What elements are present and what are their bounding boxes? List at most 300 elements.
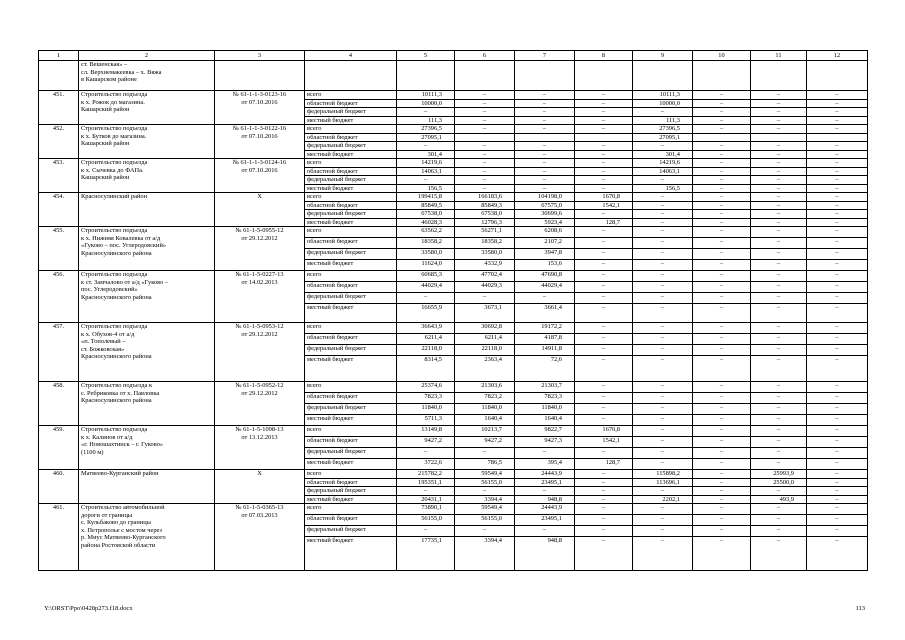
- amount-cell: –: [575, 125, 633, 134]
- amount-cell: 73890,1: [397, 504, 455, 515]
- amount-cell: 14063,1: [633, 167, 693, 176]
- amount-cell: –: [751, 176, 807, 185]
- amount-cell: –: [751, 142, 807, 151]
- amount-cell: [515, 133, 575, 142]
- amount-cell: –: [751, 99, 807, 108]
- amount-cell: 14063,1: [397, 167, 455, 176]
- amount-cell: –: [807, 282, 868, 293]
- funding-source: местный бюджет: [305, 537, 397, 571]
- amount-cell: 19172,2: [515, 323, 575, 334]
- empty-cell: [397, 61, 455, 91]
- amount-cell: –: [575, 382, 633, 393]
- column-number: 8: [575, 51, 633, 61]
- amount-cell: –: [751, 437, 807, 448]
- amount-cell: 195351,1: [397, 478, 455, 487]
- amount-cell: –: [693, 193, 751, 202]
- amount-cell: 9427,3: [515, 437, 575, 448]
- amount-cell: 1670,8: [575, 193, 633, 202]
- amount-cell: –: [807, 334, 868, 345]
- amount-cell: –: [693, 415, 751, 426]
- amount-cell: –: [751, 293, 807, 304]
- project-name: Матвеево-Курганский район: [79, 470, 215, 504]
- empty-cell: [751, 61, 807, 91]
- funding-source: областной бюджет: [305, 167, 397, 176]
- amount-cell: 21303,6: [455, 382, 515, 393]
- column-number-row: [39, 51, 868, 61]
- amount-cell: –: [751, 260, 807, 271]
- amount-cell: –: [633, 515, 693, 526]
- amount-cell: –: [807, 99, 868, 108]
- amount-cell: –: [575, 167, 633, 176]
- amount-cell: –: [455, 487, 515, 496]
- amount-cell: –: [693, 487, 751, 496]
- amount-cell: –: [633, 304, 693, 323]
- amount-cell: 20431,1: [397, 495, 455, 504]
- amount-cell: –: [751, 526, 807, 537]
- amount-cell: –: [515, 142, 575, 151]
- document-ref: № 61-1-1-3-0123-16 от 07.10.2016: [215, 91, 305, 125]
- amount-cell: 1542,1: [575, 437, 633, 448]
- amount-cell: –: [633, 249, 693, 260]
- column-number: 2: [79, 51, 215, 61]
- amount-cell: 14911,8: [515, 345, 575, 356]
- amount-cell: –: [693, 227, 751, 238]
- amount-cell: 3673,1: [455, 304, 515, 323]
- document-ref: Х: [215, 470, 305, 504]
- amount-cell: –: [693, 404, 751, 415]
- table-row: [39, 91, 868, 100]
- amount-cell: –: [751, 282, 807, 293]
- funding-source: федеральный бюджет: [305, 176, 397, 185]
- amount-cell: –: [751, 459, 807, 470]
- amount-cell: 30692,8: [455, 323, 515, 334]
- amount-cell: –: [633, 345, 693, 356]
- amount-cell: 10111,3: [633, 91, 693, 100]
- amount-cell: –: [693, 323, 751, 334]
- amount-cell: 46028,3: [397, 218, 455, 227]
- project-name: Строительство подъезда к х. Рожок до магазина. Кашарский район: [79, 91, 215, 125]
- amount-cell: –: [807, 504, 868, 515]
- amount-cell: 33580,0: [397, 249, 455, 260]
- amount-cell: –: [807, 227, 868, 238]
- amount-cell: 10000,0: [633, 99, 693, 108]
- amount-cell: –: [807, 176, 868, 185]
- funding-source: федеральный бюджет: [305, 210, 397, 219]
- empty-cell: [455, 61, 515, 91]
- funding-source: местный бюджет: [305, 184, 397, 193]
- funding-source: местный бюджет: [305, 304, 397, 323]
- amount-cell: –: [455, 99, 515, 108]
- amount-cell: 301,4: [397, 150, 455, 159]
- amount-cell: –: [515, 448, 575, 459]
- amount-cell: –: [575, 271, 633, 282]
- funding-source: федеральный бюджет: [305, 404, 397, 415]
- amount-cell: 153,6: [515, 260, 575, 271]
- amount-cell: 3947,8: [515, 249, 575, 260]
- amount-cell: –: [807, 437, 868, 448]
- amount-cell: 17735,1: [397, 537, 455, 571]
- document-ref: № 61-1-5-1098-13 от 13.12.2013: [215, 426, 305, 470]
- amount-cell: 22118,0: [397, 345, 455, 356]
- amount-cell: –: [515, 150, 575, 159]
- amount-cell: 9822,7: [515, 426, 575, 437]
- amount-cell: –: [693, 537, 751, 571]
- amount-cell: –: [807, 150, 868, 159]
- column-number: 9: [633, 51, 693, 61]
- amount-cell: –: [515, 125, 575, 134]
- amount-cell: –: [575, 159, 633, 168]
- amount-cell: –: [455, 159, 515, 168]
- amount-cell: –: [633, 459, 693, 470]
- amount-cell: 11840,0: [455, 404, 515, 415]
- amount-cell: [751, 133, 807, 142]
- amount-cell: –: [455, 150, 515, 159]
- table-row: [39, 159, 868, 168]
- amount-cell: –: [693, 249, 751, 260]
- amount-cell: –: [693, 526, 751, 537]
- funding-source: федеральный бюджет: [305, 142, 397, 151]
- amount-cell: 18358,2: [397, 238, 455, 249]
- table-row: [39, 323, 868, 334]
- amount-cell: –: [751, 356, 807, 382]
- amount-cell: –: [807, 293, 868, 304]
- empty-cell: [215, 61, 305, 91]
- amount-cell: 23495,1: [515, 515, 575, 526]
- amount-cell: 72,6: [515, 356, 575, 382]
- project-name: Строительство подъезда к х. Бутков до магазина. Кашарский район: [79, 125, 215, 159]
- amount-cell: –: [807, 218, 868, 227]
- amount-cell: [575, 133, 633, 142]
- amount-cell: –: [633, 415, 693, 426]
- amount-cell: –: [751, 159, 807, 168]
- amount-cell: –: [751, 448, 807, 459]
- amount-cell: –: [575, 515, 633, 526]
- page-number: 113: [855, 605, 865, 612]
- amount-cell: 2107,2: [515, 238, 575, 249]
- amount-cell: –: [575, 260, 633, 271]
- item-number: 456.: [39, 271, 79, 323]
- project-name: Строительство подъезда к х. Нижняя Ковалевка от а/д «Гуково – пос. Углеродовский» Красносулинского района: [79, 227, 215, 271]
- funding-source: всего: [305, 227, 397, 238]
- funding-source: областной бюджет: [305, 478, 397, 487]
- amount-cell: –: [575, 345, 633, 356]
- amount-cell: –: [807, 515, 868, 526]
- amount-cell: –: [751, 426, 807, 437]
- amount-cell: 948,8: [515, 537, 575, 571]
- table-row: [39, 382, 868, 393]
- amount-cell: –: [455, 116, 515, 125]
- amount-cell: –: [575, 323, 633, 334]
- continuation-row: [39, 61, 868, 91]
- amount-cell: –: [751, 515, 807, 526]
- funding-source: местный бюджет: [305, 356, 397, 382]
- amount-cell: –: [693, 116, 751, 125]
- document-ref: № 61-1-1-3-0124-16 от 07.10.2016: [215, 159, 305, 193]
- amount-cell: –: [633, 504, 693, 515]
- amount-cell: –: [693, 142, 751, 151]
- amount-cell: –: [633, 260, 693, 271]
- amount-cell: 44029,4: [397, 282, 455, 293]
- amount-cell: –: [693, 293, 751, 304]
- amount-cell: –: [397, 176, 455, 185]
- amount-cell: 56155,0: [397, 515, 455, 526]
- project-name: Строительство подъезда к ст. Замчалово от а/д «Гуково – пос. Углеродовский» Красносулинского района: [79, 271, 215, 323]
- amount-cell: 25500,0: [751, 478, 807, 487]
- amount-cell: –: [693, 437, 751, 448]
- amount-cell: 44029,4: [515, 282, 575, 293]
- document-ref: № 61-1-5-0365-13 от 07.03.2013: [215, 504, 305, 571]
- item-number: 458.: [39, 382, 79, 426]
- amount-cell: –: [807, 345, 868, 356]
- amount-cell: –: [455, 176, 515, 185]
- amount-cell: –: [751, 304, 807, 323]
- amount-cell: 395,4: [515, 459, 575, 470]
- funding-source: всего: [305, 271, 397, 282]
- funding-source: местный бюджет: [305, 495, 397, 504]
- amount-cell: 5923,4: [515, 218, 575, 227]
- amount-cell: 85849,5: [397, 201, 455, 210]
- amount-cell: –: [751, 537, 807, 571]
- amount-cell: 30699,6: [515, 210, 575, 219]
- funding-source: федеральный бюджет: [305, 249, 397, 260]
- funding-source: областной бюджет: [305, 437, 397, 448]
- amount-cell: –: [807, 159, 868, 168]
- amount-cell: –: [633, 526, 693, 537]
- amount-cell: –: [575, 99, 633, 108]
- amount-cell: –: [693, 150, 751, 159]
- amount-cell: –: [455, 167, 515, 176]
- table-row: [39, 227, 868, 238]
- funding-source: федеральный бюджет: [305, 487, 397, 496]
- funding-source: местный бюджет: [305, 260, 397, 271]
- project-name: Строительство подъезда к х. Обухов-4 от а/д «п. Тополевый – ст. Божковская» Красносулинского района: [79, 323, 215, 382]
- amount-cell: –: [633, 176, 693, 185]
- amount-cell: 156,5: [397, 184, 455, 193]
- amount-cell: –: [807, 184, 868, 193]
- empty-cell: [633, 61, 693, 91]
- amount-cell: 56155,0: [455, 515, 515, 526]
- column-number: 3: [215, 51, 305, 61]
- amount-cell: 12796,3: [455, 218, 515, 227]
- amount-cell: –: [515, 99, 575, 108]
- amount-cell: –: [751, 116, 807, 125]
- funding-source: федеральный бюджет: [305, 448, 397, 459]
- amount-cell: 24443,9: [515, 504, 575, 515]
- amount-cell: –: [693, 159, 751, 168]
- amount-cell: 113696,1: [633, 478, 693, 487]
- amount-cell: –: [751, 227, 807, 238]
- amount-cell: –: [575, 415, 633, 426]
- amount-cell: –: [807, 448, 868, 459]
- item-number: 455.: [39, 227, 79, 271]
- amount-cell: –: [751, 150, 807, 159]
- document-ref: № 61-1-5-0955-12 от 29.12.2012: [215, 227, 305, 271]
- column-number: 6: [455, 51, 515, 61]
- amount-cell: –: [751, 193, 807, 202]
- amount-cell: 115898,2: [633, 470, 693, 479]
- amount-cell: –: [575, 448, 633, 459]
- amount-cell: –: [575, 470, 633, 479]
- amount-cell: [807, 133, 868, 142]
- amount-cell: –: [575, 227, 633, 238]
- amount-cell: –: [751, 249, 807, 260]
- amount-cell: –: [807, 271, 868, 282]
- document-ref: № 61-1-5-0952-12 от 29.12.2012: [215, 382, 305, 426]
- amount-cell: –: [693, 426, 751, 437]
- amount-cell: 2363,4: [455, 356, 515, 382]
- amount-cell: –: [515, 293, 575, 304]
- amount-cell: –: [515, 487, 575, 496]
- amount-cell: –: [575, 478, 633, 487]
- funding-source: областной бюджет: [305, 515, 397, 526]
- project-name: Строительство подъезда к с. Ребриковка от х. Павловка Красносулинского района: [79, 382, 215, 426]
- amount-cell: –: [455, 526, 515, 537]
- amount-cell: –: [751, 210, 807, 219]
- amount-cell: 60685,3: [397, 271, 455, 282]
- funding-source: местный бюджет: [305, 415, 397, 426]
- amount-cell: –: [575, 356, 633, 382]
- amount-cell: 111,3: [633, 116, 693, 125]
- funding-source: областной бюджет: [305, 282, 397, 293]
- table-row: [39, 470, 868, 479]
- amount-cell: –: [693, 167, 751, 176]
- amount-cell: –: [633, 193, 693, 202]
- amount-cell: –: [633, 238, 693, 249]
- amount-cell: –: [751, 404, 807, 415]
- funding-source: всего: [305, 323, 397, 334]
- amount-cell: 67538,0: [397, 210, 455, 219]
- amount-cell: 9427,2: [397, 437, 455, 448]
- amount-cell: 2202,1: [633, 495, 693, 504]
- amount-cell: –: [693, 304, 751, 323]
- column-number: 4: [305, 51, 397, 61]
- amount-cell: 5711,3: [397, 415, 455, 426]
- amount-cell: –: [575, 176, 633, 185]
- amount-cell: –: [515, 526, 575, 537]
- amount-cell: –: [397, 142, 455, 151]
- amount-cell: –: [807, 167, 868, 176]
- amount-cell: 59549,4: [455, 504, 515, 515]
- amount-cell: –: [633, 323, 693, 334]
- amount-cell: –: [807, 415, 868, 426]
- amount-cell: 25374,6: [397, 382, 455, 393]
- amount-cell: –: [693, 515, 751, 526]
- amount-cell: –: [515, 91, 575, 100]
- amount-cell: –: [693, 99, 751, 108]
- amount-cell: 8314,5: [397, 356, 455, 382]
- amount-cell: –: [455, 142, 515, 151]
- continuation-num-cell: [39, 61, 79, 91]
- amount-cell: –: [397, 108, 455, 117]
- empty-cell: [575, 61, 633, 91]
- amount-cell: –: [575, 282, 633, 293]
- amount-cell: 11840,0: [397, 404, 455, 415]
- amount-cell: –: [693, 271, 751, 282]
- amount-cell: –: [633, 393, 693, 404]
- amount-cell: –: [693, 459, 751, 470]
- amount-cell: –: [455, 125, 515, 134]
- amount-cell: 27095,1: [397, 133, 455, 142]
- amount-cell: 156,5: [633, 184, 693, 193]
- item-number: 459.: [39, 426, 79, 470]
- amount-cell: –: [575, 393, 633, 404]
- amount-cell: –: [633, 227, 693, 238]
- amount-cell: –: [751, 125, 807, 134]
- amount-cell: 63562,2: [397, 227, 455, 238]
- table-row: [39, 504, 868, 515]
- amount-cell: 14219,6: [633, 159, 693, 168]
- amount-cell: –: [751, 345, 807, 356]
- funding-source: областной бюджет: [305, 99, 397, 108]
- amount-cell: –: [515, 116, 575, 125]
- amount-cell: –: [397, 487, 455, 496]
- amount-cell: –: [807, 382, 868, 393]
- amount-cell: –: [693, 260, 751, 271]
- document-ref: № 61-1-5-0953-12 от 29.12.2012: [215, 323, 305, 382]
- amount-cell: –: [751, 108, 807, 117]
- amount-cell: –: [751, 167, 807, 176]
- amount-cell: –: [807, 323, 868, 334]
- amount-cell: 3394,4: [455, 495, 515, 504]
- amount-cell: –: [693, 334, 751, 345]
- funding-source: областной бюджет: [305, 133, 397, 142]
- amount-cell: 13149,8: [397, 426, 455, 437]
- amount-cell: 27095,1: [633, 133, 693, 142]
- amount-cell: –: [633, 108, 693, 117]
- document-ref: Х: [215, 193, 305, 227]
- amount-cell: –: [575, 210, 633, 219]
- amount-cell: 3661,4: [515, 304, 575, 323]
- amount-cell: –: [575, 526, 633, 537]
- amount-cell: 3722,6: [397, 459, 455, 470]
- amount-cell: 10213,7: [455, 426, 515, 437]
- amount-cell: 56155,0: [455, 478, 515, 487]
- amount-cell: 128,7: [575, 459, 633, 470]
- project-name: Красносулинский район: [79, 193, 215, 227]
- amount-cell: –: [633, 218, 693, 227]
- amount-cell: –: [693, 382, 751, 393]
- amount-cell: 25993,9: [751, 470, 807, 479]
- amount-cell: –: [751, 334, 807, 345]
- amount-cell: –: [633, 293, 693, 304]
- amount-cell: 11840,0: [515, 404, 575, 415]
- continuation-name: ст. Вешенская» – сл. Верхнемакеевка – х. Вяжа в Кашарском районе: [79, 61, 215, 91]
- amount-cell: –: [575, 184, 633, 193]
- amount-cell: –: [633, 282, 693, 293]
- amount-cell: 36643,9: [397, 323, 455, 334]
- amount-cell: –: [807, 249, 868, 260]
- funding-source: всего: [305, 470, 397, 479]
- amount-cell: 27396,5: [397, 125, 455, 134]
- amount-cell: 6211,4: [455, 334, 515, 345]
- amount-cell: –: [575, 116, 633, 125]
- amount-cell: –: [807, 459, 868, 470]
- amount-cell: –: [807, 260, 868, 271]
- amount-cell: 14219,6: [397, 159, 455, 168]
- document-ref: № 61-1-1-3-0122-16 от 07.10.2016: [215, 125, 305, 159]
- amount-cell: 1640,4: [455, 415, 515, 426]
- amount-cell: 7823,3: [515, 393, 575, 404]
- amount-cell: –: [633, 271, 693, 282]
- amount-cell: –: [807, 495, 868, 504]
- amount-cell: –: [751, 504, 807, 515]
- amount-cell: 215782,2: [397, 470, 455, 479]
- funding-source: федеральный бюджет: [305, 293, 397, 304]
- amount-cell: 104198,0: [515, 193, 575, 202]
- column-number: 12: [807, 51, 868, 61]
- amount-cell: 47702,4: [455, 271, 515, 282]
- amount-cell: –: [575, 293, 633, 304]
